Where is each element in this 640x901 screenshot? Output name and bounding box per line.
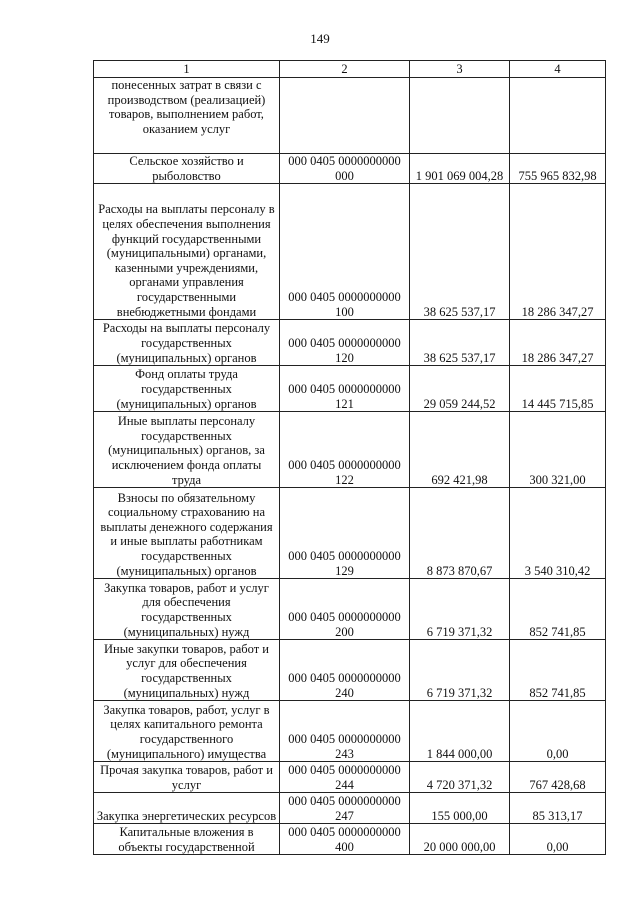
row-code: 000 0405 0000000000 247 [280,793,410,824]
table-row [94,78,606,154]
row-value-4: 755 965 832,98 [510,154,606,184]
column-header: 1 [94,61,280,78]
row-code: 000 0405 0000000000 200 [280,579,410,640]
table-row [94,824,606,855]
table-row [94,488,606,579]
row-name: Закупка энергетических ресурсов [94,793,280,824]
table-row [94,412,606,488]
table-row [94,579,606,640]
row-value-4: 3 540 310,42 [510,488,606,579]
row-value-4: 18 286 347,27 [510,320,606,366]
row-name: Взносы по обязательному социальному страхованию на выплаты денежного содержания и иные выплаты работникам государственных (муниципальных) органов [94,488,280,579]
column-header: 4 [510,61,606,78]
row-value-4 [510,78,606,154]
table-row [94,640,606,701]
table-header-row [94,61,606,78]
row-name: Сельское хозяйство и рыболовство [94,154,280,184]
row-name: Иные закупки товаров, работ и услуг для обеспечения государственных (муниципальных) нужд [94,640,280,701]
table-row [94,793,606,824]
row-name: Расходы на выплаты персоналу в целях обеспечения выполнения функций государственными (муниципальными) органами, казенными учреждениями, органами управления государственными внебюджетными фондами [94,184,280,320]
row-value-3: 8 873 870,67 [410,488,510,579]
row-name: Иные выплаты персоналу государственных (муниципальных) органов, за исключением фонда оплаты труда [94,412,280,488]
row-code: 000 0405 0000000000 000 [280,154,410,184]
row-value-4: 14 445 715,85 [510,366,606,412]
table-row [94,320,606,366]
row-value-3: 20 000 000,00 [410,824,510,855]
row-code: 000 0405 0000000000 100 [280,184,410,320]
row-value-4: 852 741,85 [510,640,606,701]
table-row [94,154,606,184]
row-code: 000 0405 0000000000 243 [280,701,410,762]
row-code: 000 0405 0000000000 240 [280,640,410,701]
row-name: понесенных затрат в связи с производством (реализацией) товаров, выполнением работ, оказанием услуг [94,78,280,154]
row-value-3: 6 719 371,32 [410,579,510,640]
row-value-3 [410,78,510,154]
row-code: 000 0405 0000000000 400 [280,824,410,855]
row-code [280,78,410,154]
column-header: 3 [410,61,510,78]
row-code: 000 0405 0000000000 129 [280,488,410,579]
row-value-3: 692 421,98 [410,412,510,488]
row-value-4: 0,00 [510,824,606,855]
table-row [94,762,606,793]
row-name: Расходы на выплаты персоналу государственных (муниципальных) органов [94,320,280,366]
row-value-4: 767 428,68 [510,762,606,793]
table-row [94,184,606,320]
row-value-4: 85 313,17 [510,793,606,824]
row-value-4: 0,00 [510,701,606,762]
row-value-3: 1 844 000,00 [410,701,510,762]
row-name: Закупка товаров, работ и услуг для обеспечения государственных (муниципальных) нужд [94,579,280,640]
row-name: Закупка товаров, работ, услуг в целях капитального ремонта государственного (муниципального) имущества [94,701,280,762]
row-value-3: 155 000,00 [410,793,510,824]
budget-table [93,60,606,855]
row-value-3: 29 059 244,52 [410,366,510,412]
row-value-3: 4 720 371,32 [410,762,510,793]
page-number: 149 [310,31,330,46]
row-code: 000 0405 0000000000 121 [280,366,410,412]
table-row [94,366,606,412]
column-header: 2 [280,61,410,78]
row-value-4: 300 321,00 [510,412,606,488]
row-name: Капитальные вложения в объекты государственной [94,824,280,855]
row-value-4: 18 286 347,27 [510,184,606,320]
row-name: Прочая закупка товаров, работ и услуг [94,762,280,793]
row-code: 000 0405 0000000000 122 [280,412,410,488]
row-name: Фонд оплаты труда государственных (муниципальных) органов [94,366,280,412]
row-value-3: 6 719 371,32 [410,640,510,701]
row-value-3: 38 625 537,17 [410,320,510,366]
row-value-3: 1 901 069 004,28 [410,154,510,184]
row-value-3: 38 625 537,17 [410,184,510,320]
row-code: 000 0405 0000000000 120 [280,320,410,366]
row-code: 000 0405 0000000000 244 [280,762,410,793]
table-row [94,701,606,762]
row-value-4: 852 741,85 [510,579,606,640]
